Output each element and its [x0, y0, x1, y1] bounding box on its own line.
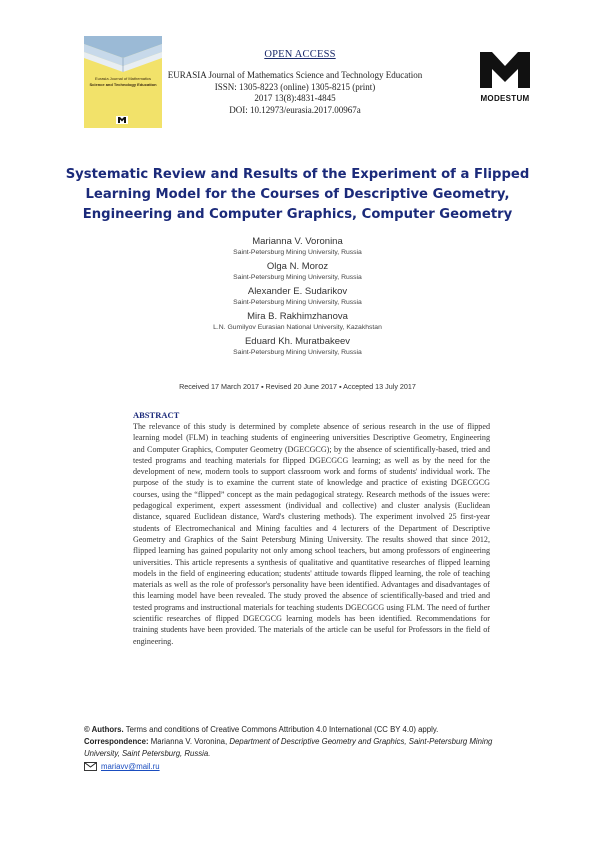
title-line-1: Systematic Review and Results of the Experiment of a Flipped: [65, 167, 530, 182]
correspondence-note: [84, 736, 524, 760]
author-name: Olga N. Moroz: [266, 261, 329, 272]
author-affiliation: Saint-Petersburg Mining University, Russia: [233, 249, 362, 256]
author-list: [0, 236, 595, 361]
abstract-heading: ABSTRACT: [133, 410, 180, 420]
journal-name: EURASIA Journal of Mathematics Science and Technology Education: [167, 70, 423, 80]
cover-title-line1: Eurasia Journal of Mathematics: [94, 76, 152, 81]
article-footer: [84, 724, 524, 773]
author-affiliation: Saint-Petersburg Mining University, Russia: [233, 349, 362, 356]
title-line-2: Learning Model for the Courses of Descriptive Geometry,: [85, 187, 510, 202]
author-name: Marianna V. Voronina: [252, 236, 343, 247]
author-name: Eduard Kh. Muratbakeev: [244, 336, 351, 347]
cover-title-line2: Science and Technology Education: [89, 82, 157, 87]
author-affiliation: L.N. Gumilyov Eurasian National University, Kazakhstan: [213, 324, 382, 331]
author-affiliation: Saint-Petersburg Mining University, Russia: [233, 299, 362, 306]
author-name: Alexander E. Sudarikov: [247, 286, 348, 297]
email-link[interactable]: mariavv@mail.ru: [101, 761, 160, 771]
envelope-icon: [84, 762, 97, 771]
modestum-logo-icon: [474, 52, 536, 88]
journal-issn: ISSN: 1305-8223 (online) 1305-8215 (print): [214, 81, 376, 92]
copyright-label: © Authors.: [84, 725, 124, 734]
license-note: [84, 724, 524, 736]
author-affiliation: Saint-Petersburg Mining University, Russia: [233, 274, 362, 281]
modestum-logo: [474, 52, 536, 103]
article-dates: Received 17 March 2017 ▪ Revised 20 June 2017 ▪ Accepted 13 July 2017: [179, 382, 416, 391]
open-access-label[interactable]: OPEN ACCESS: [264, 49, 336, 60]
abstract-text: The relevance of this study is determined by complete absence of serious research in the use of flipped learning model (FLM) in teaching students of engineering universities Descriptive Geometry, Engineering and Computer Graphics, Computer Geometry (DGECGCG); by the absence of scientifically-based, tried and tested programs and teaching materials for flipped DGECGCG learning; as well as by the need for the development of new, modern tools to support classroom work and forms of students' individual work. The purpose of the study is to examine the current state of knowledge and practice of existing DGECGCG courses, using the “flipped” concept as the main pedagogical strategy. Research methods of the issues were: pedagogical experiment, expert assessment (individual and collective) and cluster analysis (Euclidean distance, squared Euclidean distance, Ward's clustering methods). The experiment involved 25 first-year students of Electromechanical and Mining faculties and 4 lecturers of the Department of Descriptive Geometry and Graphics of the Saint Petersburg Mining University. The results showed that since 2012, flipped learning has gained popularity not only among school teachers, but among professors of engineering universities. This article represents a synthesis of qualitative and quantitative researches of flipped learning models in the field of engineering education; students' attitude towards flipped learning, the role of teaching materials as well as the role of professor's personality have been identified. Advantages and disadvantages of this learning model have been revealed. The study proved the absence of scientifically-based and tried and tested programs and instructional materials for teaching students DGECGCG using FLM. The need of further scientific researches of flipped DGECGCG learning models has been identified. Recommendations for training students have been provided. The materials of the article can be useful for Professors in the field of engineering.: [133, 422, 490, 646]
correspondence-affiliation: Department of Descriptive Geometry and Graphics, Saint-Petersburg Mining University, Saint Petersburg, Russia.: [84, 737, 493, 759]
title-line-3: Engineering and Computer Graphics, Computer Geometry: [82, 207, 513, 222]
email-row: [84, 761, 524, 773]
journal-info: [165, 70, 425, 116]
correspondence-label: Correspondence:: [84, 737, 149, 747]
journal-volume: 2017 13(8):4831-4845: [254, 93, 336, 104]
correspondence-name: Marianna V. Voronina,: [148, 737, 230, 747]
author-name: Mira B. Rakhimzhanova: [247, 311, 348, 322]
journal-doi: DOI: 10.12973/eurasia.2017.00967a: [229, 104, 361, 115]
journal-cover-image: [84, 36, 162, 128]
publisher-name: MODESTUM: [480, 94, 530, 103]
copyright-text: Terms and conditions of Creative Commons Attribution 4.0 International (CC BY 4.0) apply.: [123, 725, 439, 734]
article-title: [60, 165, 535, 225]
cover-publisher-mark-icon: [116, 116, 128, 124]
